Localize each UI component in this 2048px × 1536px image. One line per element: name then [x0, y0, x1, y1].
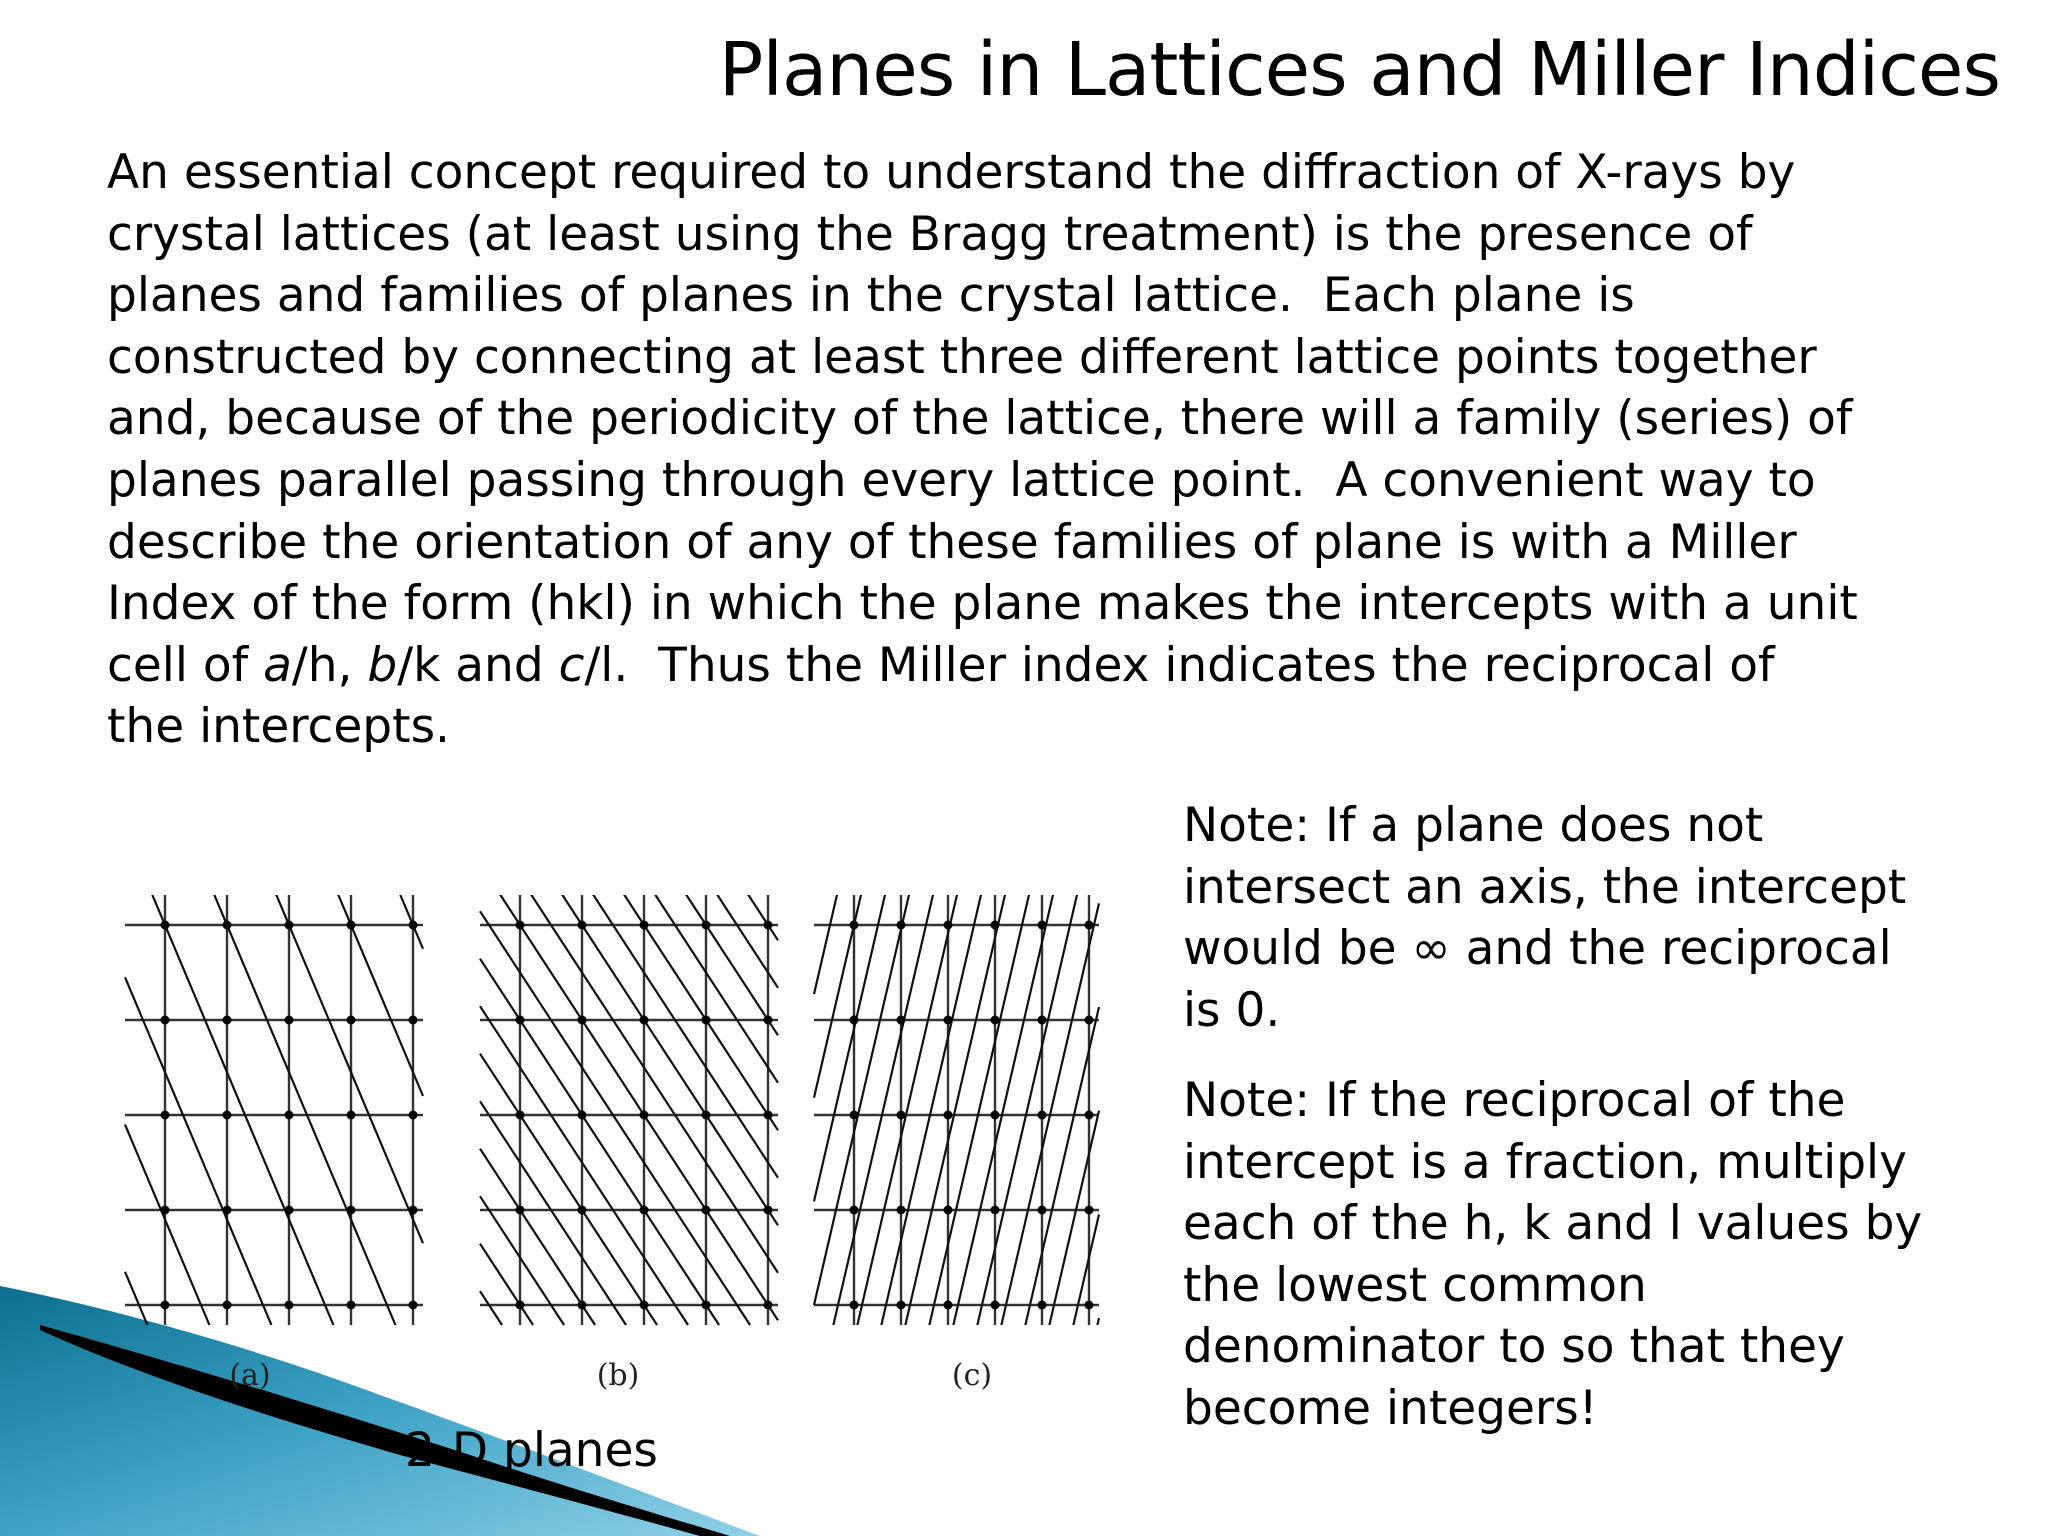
lattice-point [944, 921, 953, 930]
lattice-plane-line [929, 895, 1030, 1325]
lattice-point [223, 1206, 232, 1215]
lattice-plane-line [480, 1244, 533, 1325]
lattice-point [516, 1301, 525, 1310]
lattice-point [1038, 1301, 1047, 1310]
lattice-point [897, 1111, 906, 1120]
lattice-point [702, 1111, 711, 1120]
note-line: Note: If the reciprocal of the [1183, 1073, 1846, 1128]
lattice-point [897, 1016, 906, 1025]
lattice-point [944, 1016, 953, 1025]
body-line-intercepts [107, 635, 2007, 697]
lattice-point [944, 1206, 953, 1215]
lattice-plane-line [480, 959, 719, 1325]
lattice-point [640, 1206, 649, 1215]
lattice-point [702, 921, 711, 930]
lattice-plane-line [857, 895, 958, 1325]
slide-title: Planes in Lattices and Miller Indices [718, 27, 2000, 113]
lattice-point [161, 1206, 170, 1215]
lattice-point [578, 1111, 587, 1120]
note-infinity [1183, 795, 2013, 1041]
lattice-point [897, 921, 906, 930]
lattice-plane-line [125, 1125, 209, 1326]
lattice-point [223, 1111, 232, 1120]
text-fragment: /l. Thus the Miller index indicates the reciprocal of [584, 637, 1775, 693]
lattice-point [161, 921, 170, 930]
lattice-point [944, 1111, 953, 1120]
lattice-plane-line [559, 895, 778, 1225]
lattice-point [991, 1111, 1000, 1120]
lattice-point [578, 921, 587, 930]
body-line: describe the orientation of any of these families of plane is with a Miller [107, 514, 1797, 570]
lattice-point [516, 1111, 525, 1120]
note-line: denominator to so that they [1183, 1319, 1845, 1374]
lattice-point [702, 1206, 711, 1215]
lattice-planes-figure [110, 895, 1140, 1435]
lattice-plane-line [1049, 1111, 1099, 1325]
note-line: each of the h, k and l values by [1183, 1196, 1923, 1251]
lattice-point [347, 921, 356, 930]
italic-a: a [263, 637, 292, 693]
lattice-plane-line [905, 895, 1006, 1325]
note-line: would be ∞ and the reciprocal [1183, 921, 1892, 976]
lattice-point [347, 1301, 356, 1310]
lattice-panel-b [480, 895, 778, 1325]
body-line: planes parallel passing through every lattice point. A convenient way to [107, 452, 1816, 508]
lattice-plane-line [977, 895, 1078, 1325]
lattice-plane-line [125, 977, 271, 1325]
lattice-plane-line [814, 895, 910, 1305]
lattice-point [640, 921, 649, 930]
body-line: crystal lattices (at least using the Bragg treatment) is the presence of [107, 206, 1753, 262]
lattice-point [640, 1016, 649, 1025]
note-line: intersect an axis, the intercept [1183, 859, 1907, 915]
lattice-plane-line [125, 1272, 147, 1325]
lattice-point [578, 1206, 587, 1215]
lattice-point [578, 1016, 587, 1025]
note-line: the lowest common [1183, 1257, 1647, 1313]
lattice-point [850, 1111, 859, 1120]
lattice-point [764, 1016, 773, 1025]
panel-label-a: (a) [229, 1358, 271, 1393]
lattice-plane-line [953, 895, 1054, 1325]
lattice-point [850, 1301, 859, 1310]
body-line: An essential concept required to understand the diffraction of X-rays by [107, 145, 1796, 200]
body-line: and, because of the periodicity of the lattice, there will a family (series) of [107, 391, 1853, 447]
lattice-point [285, 1301, 294, 1310]
note-line: is 0. [1183, 982, 1281, 1038]
lattice-plane-line [528, 895, 778, 1273]
lattice-point [1038, 1111, 1047, 1120]
lattice-point [409, 1016, 418, 1025]
lattice-point [285, 921, 294, 930]
lattice-point [702, 1016, 711, 1025]
body-line: constructed by connecting at least three different lattice points together [107, 329, 1817, 385]
lattice-point [764, 1301, 773, 1310]
note-line: intercept is a fraction, multiply [1183, 1134, 1907, 1190]
lattice-point [640, 1301, 649, 1310]
lattice-point [285, 1206, 294, 1215]
note-line: become integers! [1183, 1380, 1598, 1436]
lattice-plane-line [480, 1149, 595, 1325]
lattice-point [1038, 1016, 1047, 1025]
lattice-point [161, 1111, 170, 1120]
lattice-plane-line [497, 895, 778, 1320]
lattice-point [850, 1016, 859, 1025]
body-line: planes and families of planes in the crystal lattice. Each plane is [107, 268, 1635, 324]
lattice-point [516, 1206, 525, 1215]
lattice-point [764, 1206, 773, 1215]
lattice-point [409, 1111, 418, 1120]
lattice-point [850, 921, 859, 930]
body-paragraph [107, 142, 2007, 758]
body-line: Index of the form (hkl) in which the plane makes the intercepts with a unit [107, 576, 1858, 632]
text-fragment: /h, [291, 637, 368, 693]
lattice-point [991, 921, 1000, 930]
lattice-point [897, 1206, 906, 1215]
lattice-point [409, 1301, 418, 1310]
lattice-plane-line [833, 895, 934, 1325]
lattice-point [516, 921, 525, 930]
lattice-point [640, 1111, 649, 1120]
text-fragment: cell of [107, 637, 264, 693]
figure-caption: 2-D planes [405, 1423, 658, 1478]
lattice-plane-line [745, 895, 778, 940]
lattice-point [1085, 1111, 1094, 1120]
panel-label-c: (c) [951, 1358, 993, 1393]
lattice-plane-line [480, 1006, 688, 1325]
note-line: Note: If a plane does not [1183, 798, 1764, 853]
italic-c: c [558, 637, 585, 693]
lattice-plane-line [274, 895, 423, 1243]
lattice-point [347, 1111, 356, 1120]
lattice-point [223, 1016, 232, 1025]
lattice-point [1038, 921, 1047, 930]
lattice-point [516, 1016, 525, 1025]
lattice-point [991, 1206, 1000, 1215]
lattice-point [944, 1301, 953, 1310]
lattice-point [991, 1301, 1000, 1310]
lattice-point [1085, 1301, 1094, 1310]
lattice-point [223, 1301, 232, 1310]
body-line: the intercepts. [107, 699, 450, 755]
lattice-plane-line [652, 895, 778, 1083]
italic-b: b [367, 637, 398, 693]
lattice-point [347, 1206, 356, 1215]
lattice-point [285, 1111, 294, 1120]
lattice-point [409, 921, 418, 930]
lattice-point [764, 921, 773, 930]
text-fragment: /k and [397, 637, 559, 693]
lattice-panel-c [814, 895, 1099, 1325]
lattice-point [285, 1016, 294, 1025]
lattice-point [1085, 1206, 1094, 1215]
lattice-point [702, 1301, 711, 1310]
lattice-point [578, 1301, 587, 1310]
lattice-point [223, 921, 232, 930]
lattice-plane-line [480, 1291, 502, 1325]
lattice-point [850, 1206, 859, 1215]
lattice-plane-line [480, 1101, 626, 1325]
note-fraction [1183, 1070, 2013, 1439]
lattice-point [161, 1301, 170, 1310]
lattice-plane-line [814, 895, 838, 994]
panel-label-b: (b) [596, 1358, 640, 1393]
lattice-panel-a [125, 895, 423, 1325]
lattice-point [1085, 1016, 1094, 1025]
lattice-point [1038, 1206, 1047, 1215]
lattice-plane-line [1097, 1318, 1099, 1325]
lattice-point [991, 1016, 1000, 1025]
lattice-point [409, 1206, 418, 1215]
lattice-point [764, 1111, 773, 1120]
lattice-point [161, 1016, 170, 1025]
lattice-plane-line [881, 895, 982, 1325]
lattice-point [897, 1301, 906, 1310]
lattice-point [1085, 921, 1094, 930]
lattice-point [347, 1016, 356, 1025]
